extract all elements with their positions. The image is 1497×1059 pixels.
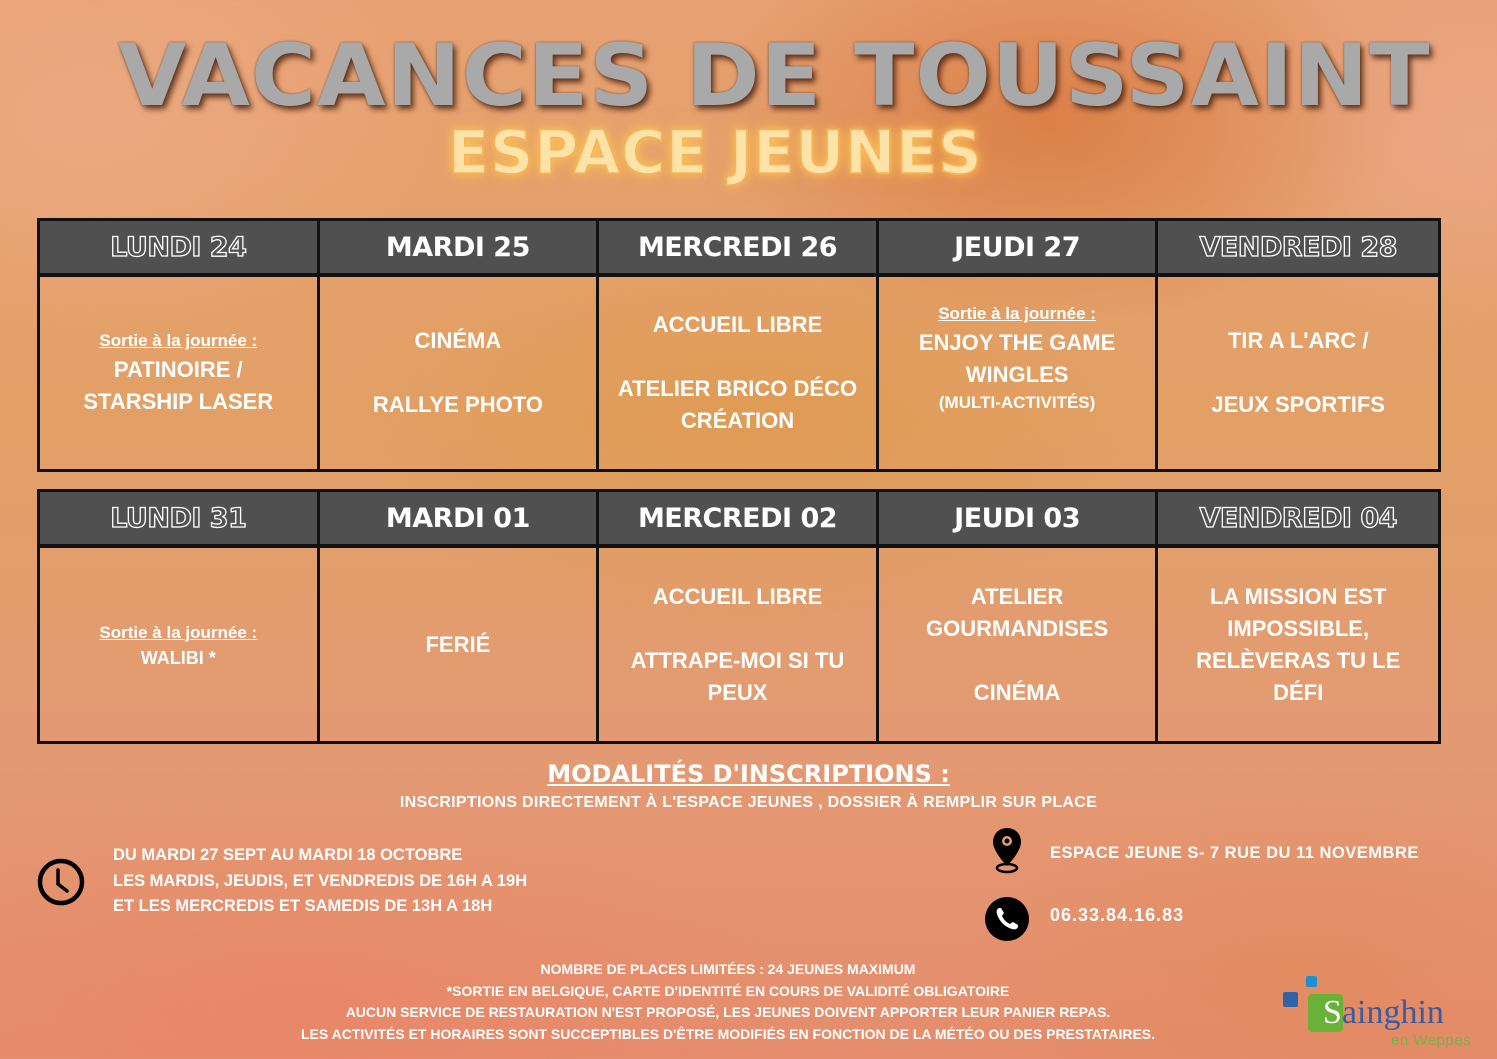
activity: DÉFI — [1273, 679, 1324, 705]
activity: PEUX — [707, 679, 768, 705]
page-title: VACANCES DE TOUSSAINT — [117, 26, 1431, 126]
day-activities — [1158, 277, 1438, 469]
activity: ATELIER BRICO DÉCO — [617, 376, 858, 401]
day-header: JEUDI 27 — [879, 221, 1156, 277]
day-mardi-25 — [320, 221, 600, 469]
registration-title: MODALITÉS D'INSCRIPTIONS : — [547, 760, 950, 788]
activity: CINÉMA — [973, 679, 1061, 705]
day-vendredi-28 — [1158, 221, 1438, 469]
activity: GOURMANDISES — [926, 615, 1109, 641]
activity: JEUX SPORTIFS — [1211, 392, 1385, 417]
day-activities — [40, 548, 317, 741]
sortie-label: Sortie à la journée : — [99, 331, 258, 350]
logo-name — [1323, 994, 1444, 1032]
activity: ATTRAPE-MOI SI TU — [630, 647, 845, 673]
logo-square-icon — [1283, 992, 1298, 1007]
activity: RELÈVERAS TU LE — [1196, 647, 1401, 673]
hours-line: ET LES MERCREDIS ET SAMEDIS DE 13H A 18H — [113, 897, 493, 915]
day-activities — [320, 277, 597, 469]
day-lundi-31 — [40, 492, 320, 741]
phone-number[interactable]: 06.33.84.16.83 — [1050, 905, 1185, 925]
activity: WINGLES — [965, 362, 1069, 387]
page-subtitle: ESPACE JEUNES — [448, 118, 983, 188]
activity: CINÉMA — [414, 328, 502, 353]
day-header: MARDI 25 — [320, 221, 597, 277]
day-header: JEUDI 03 — [879, 492, 1156, 548]
day-jeudi-27 — [879, 221, 1159, 469]
address: ESPACE JEUNE S- 7 RUE DU 11 NOVEMBRE — [1050, 844, 1419, 862]
day-activities — [1158, 548, 1438, 741]
phone-icon — [984, 896, 1030, 942]
week-1-schedule — [37, 218, 1441, 472]
activity: STARSHIP LASER — [83, 389, 274, 414]
day-header: LUNDI 31 — [40, 492, 317, 548]
day-jeudi-03 — [879, 492, 1159, 741]
day-header: VENDREDI 04 — [1158, 492, 1438, 548]
activity: ATELIER — [970, 583, 1064, 609]
day-activities — [40, 277, 317, 469]
day-header: MARDI 01 — [320, 492, 597, 548]
activity-note: (MULTI-ACTIVITÉS) — [938, 393, 1096, 412]
day-activities — [320, 548, 597, 741]
day-mercredi-02 — [599, 492, 879, 741]
day-lundi-24 — [40, 221, 320, 469]
logo-square-icon — [1306, 976, 1317, 987]
activity: PATINOIRE / — [113, 357, 243, 382]
sainghin-logo — [1283, 974, 1493, 1056]
day-header: LUNDI 24 — [40, 221, 317, 277]
day-activities — [599, 277, 876, 469]
activity: LA MISSION EST — [1209, 583, 1387, 609]
opening-hours — [113, 843, 527, 920]
hours-line: DU MARDI 27 SEPT AU MARDI 18 OCTOBRE — [113, 846, 463, 864]
activity: TIR A L'ARC / — [1227, 328, 1369, 353]
map-pin-icon — [990, 826, 1024, 876]
registration-subtitle: INSCRIPTIONS DIRECTEMENT À L'ESPACE JEUNES , DOSSIER À REMPLIR SUR PLACE — [399, 794, 1098, 811]
note-line: *SORTIE EN BELGIQUE, CARTE D'IDENTITÉ EN COURS DE VALIDITÉ OBLIGATOIRE — [446, 982, 1010, 999]
activity: RALLYE PHOTO — [372, 392, 543, 417]
day-header: MERCREDI 26 — [599, 221, 876, 277]
logo-subtitle: en Weppes — [1391, 1032, 1472, 1049]
footer-notes — [0, 959, 1456, 1045]
note-line: AUCUN SERVICE DE RESTAURATION N'EST PROPOSÉ, LES JEUNES DOIVENT APPORTER LEUR PANIER REPAS. — [345, 1004, 1111, 1020]
activity: IMPOSSIBLE, — [1227, 615, 1370, 641]
activity: ACCUEIL LIBRE — [652, 583, 823, 609]
hours-line: LES MARDIS, JEUDIS, ET VENDREDIS DE 16H A 19H — [113, 871, 528, 890]
week-2-schedule — [37, 489, 1441, 744]
day-mercredi-26 — [599, 221, 879, 469]
sortie-label: Sortie à la journée : — [938, 304, 1096, 323]
day-mardi-01 — [320, 492, 600, 741]
note-line: NOMBRE DE PLACES LIMITÉES : 24 JEUNES MAXIMUM — [540, 961, 916, 977]
day-activities — [879, 548, 1156, 741]
day-activities — [599, 548, 876, 741]
day-activities — [879, 277, 1156, 469]
clock-icon — [36, 857, 86, 907]
activity: WALIBI * — [140, 647, 216, 668]
day-header: MERCREDI 02 — [599, 492, 876, 548]
logo-name-rest: ainghin — [1341, 994, 1444, 1031]
activity: CRÉATION — [680, 408, 795, 433]
note-line: LES ACTIVITÉS ET HORAIRES SONT SUCCEPTIBLES D'ÊTRE MODIFIÉS EN FONCTION DE LA MÉTÉO OU DES PRESTATAIRES. — [300, 1025, 1156, 1042]
activity: FERIÉ — [425, 631, 491, 657]
day-header: VENDREDI 28 — [1158, 221, 1438, 277]
day-vendredi-04 — [1158, 492, 1438, 741]
activity: ENJOY THE GAME — [918, 330, 1116, 355]
logo-initial: S — [1323, 994, 1342, 1031]
activity: ACCUEIL LIBRE — [652, 312, 823, 337]
sortie-label: Sortie à la journée : — [99, 622, 258, 642]
